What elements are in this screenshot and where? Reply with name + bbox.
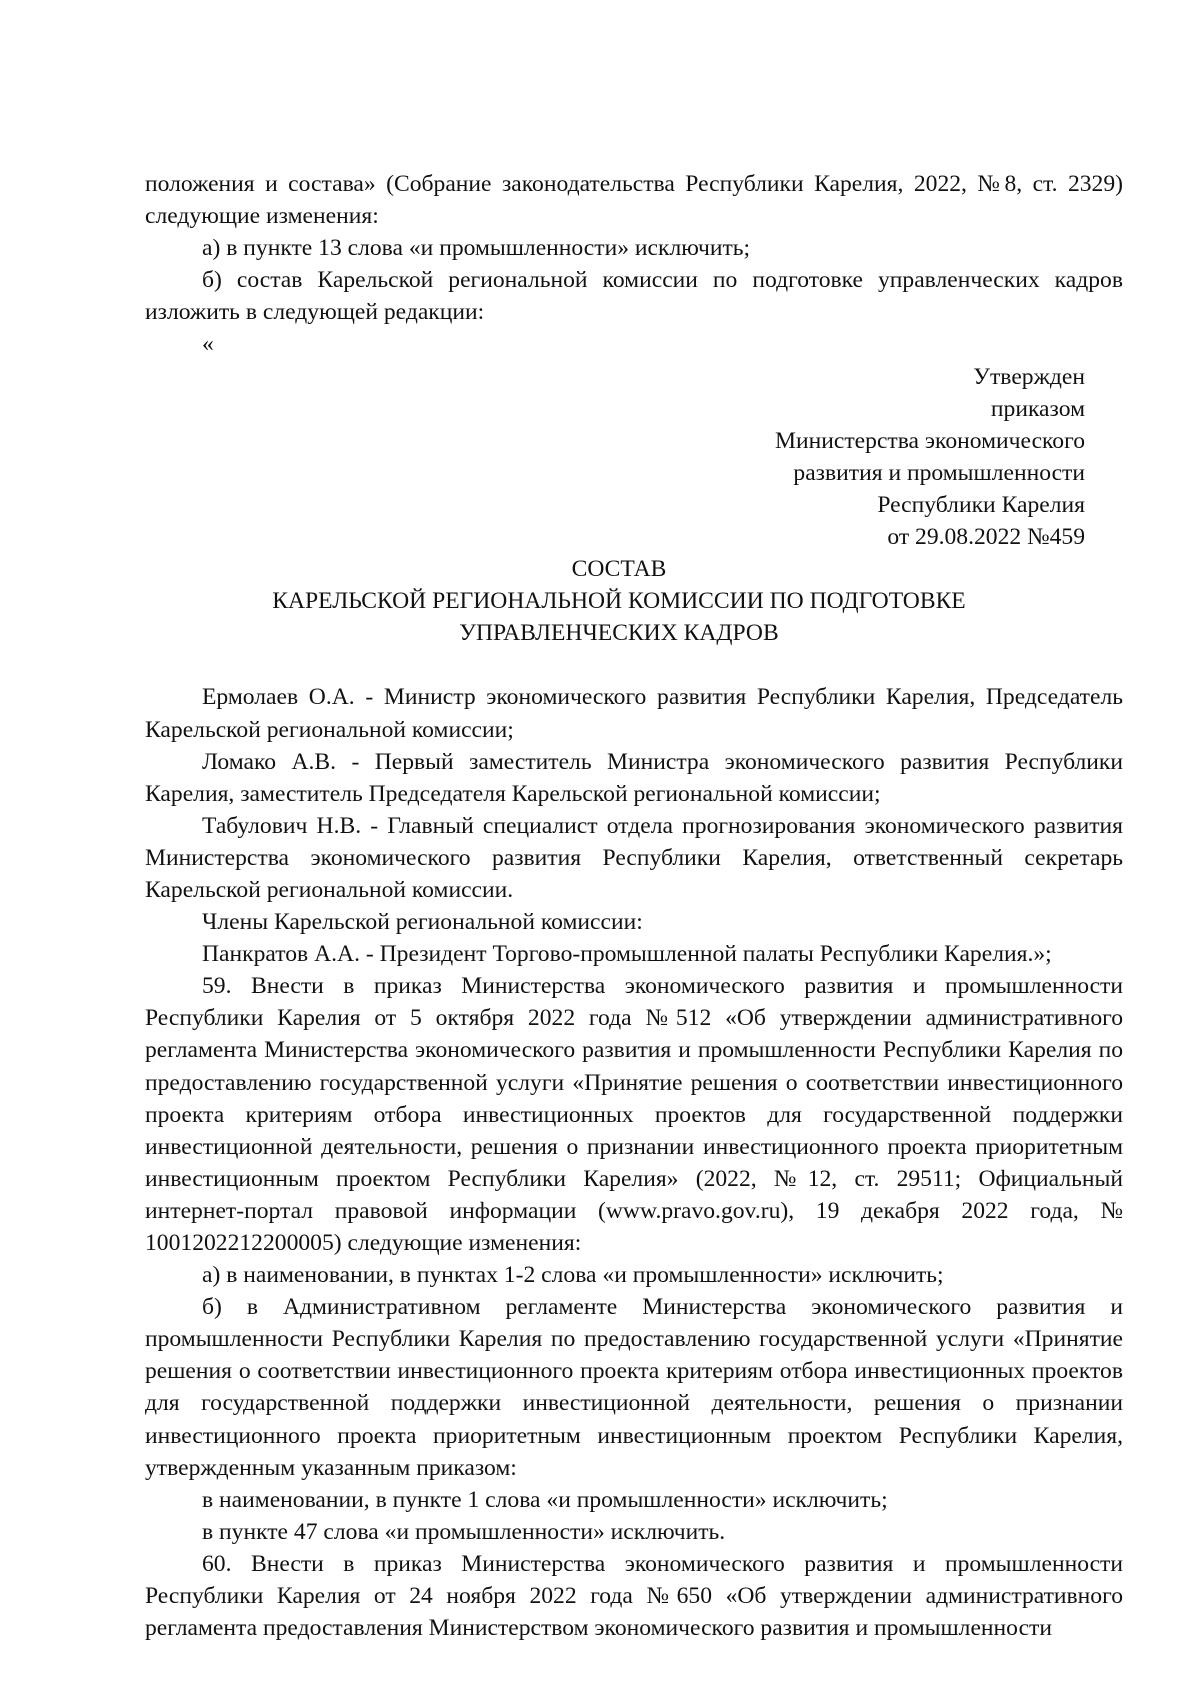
clause-60-text: 60. Внести в приказ Министерства экономического развития и промышленности Республики Карелия от 24 ноября 2022 года №650 «Об утверждении административного регламента предоставления Министерством экономического развития и промышленности [145,1550,1123,1642]
clause-59-item-a: а) в наименовании, в пунктах 1-2 слова «и промышленности» исключить; [202,1262,944,1289]
approval-line: от 29.08.2022 №459 [887,524,1085,551]
members-subheading: Члены Карельской региональной комиссии: [202,909,643,936]
opening-quote: « [202,331,214,358]
clause-59-text: 59. Внести в приказ Министерства экономического развития и промышленности Республики Карелия от 5 октября 2022 года №512 «Об утверждении административного регламента Министерства экономического развития и промышленности Республики Карелия по предоставлению государственной услуги «Принятие решения о соответствии инвестиционного проекта критериям отбора инвестиционных проектов для государственной поддержки инвестиционной деятельности, решения о признании инвестиционного проекта приоритетным инвестиционным проектом Республики Карелия» (2022, №12, ст. 29511; Официальный интернет-портал правовой информации (www.pravo.gov.ru), 19 декабря 2022 года, № 1001202212200005) следующие изменения: [145,973,1123,1256]
clause-59 [145,970,1123,1548]
heading-line: КАРЕЛЬСКОЙ РЕГИОНАЛЬНОЙ КОМИССИИ ПО ПОДГОТОВКЕ [272,588,966,615]
member-entry: Ермолаев О.А. - Министр экономического развития Республики Карелия, Председатель Карельской региональной комиссии; [145,684,1123,743]
blank-line [145,649,1123,681]
intro-item-a: а) в пункте 13 слова «и промышленности» исключить; [202,235,751,262]
document-body [145,168,1123,1644]
member-entry: Табулович Н.В. - Главный специалист отдела прогнозирования экономического развития Министерства экономического развития Республики Карелия, ответственный секретарь Карельской региональной комиссии. [145,812,1123,903]
approval-line: Республики Карелия [877,491,1085,518]
members-list [145,681,1123,970]
clause-59-item-b: б) в Административном регламенте Министерства экономического развития и промышленности Республики Карелия по предоставлению государственной услуги «Принятие решения о соответствии инвестиционного проекта критериям отбора инвестиционных проектов для государственной поддержки инвестиционной деятельности, решения о признании инвестиционного проекта приоритетным инвестиционным проектом Республики Карелия, утвержденным указанным приказом: [145,1294,1123,1481]
intro-item-b: б) состав Карельской региональной комиссии по подготовке управленческих кадров изложить в следующей редакции: [145,267,1123,326]
member-entry: Панкратов А.А. - Президент Торгово-промышленной палаты Республики Карелия.»; [202,941,1052,968]
approval-line: Министерства экономического [775,427,1085,454]
approval-line: Утвержден [973,363,1085,390]
composition-heading [145,553,1093,649]
clause-59-subitem: в пункте 47 слова «и промышленности» исключить. [202,1518,726,1545]
approval-line: приказом [990,395,1085,422]
approval-line: развития и промышленности [793,459,1085,486]
approval-block [145,361,1085,554]
clause-59-subitem: в наименовании, в пункте 1 слова «и промышленности» исключить; [202,1486,888,1513]
member-entry: Ломако А.В. - Первый заместитель Министра экономического развития Республики Карелия, заместитель Председателя Карельской региональной комиссии; [145,748,1123,807]
clause-60 [145,1548,1123,1644]
intro-paragraph: положения и состава» (Собрание законодательства Республики Карелия, 2022, №8, ст. 2329) следующие изменения: [145,171,1123,230]
heading-line: СОСТАВ [571,556,667,583]
heading-line: УПРАВЛЕНЧЕСКИХ КАДРОВ [459,620,779,647]
